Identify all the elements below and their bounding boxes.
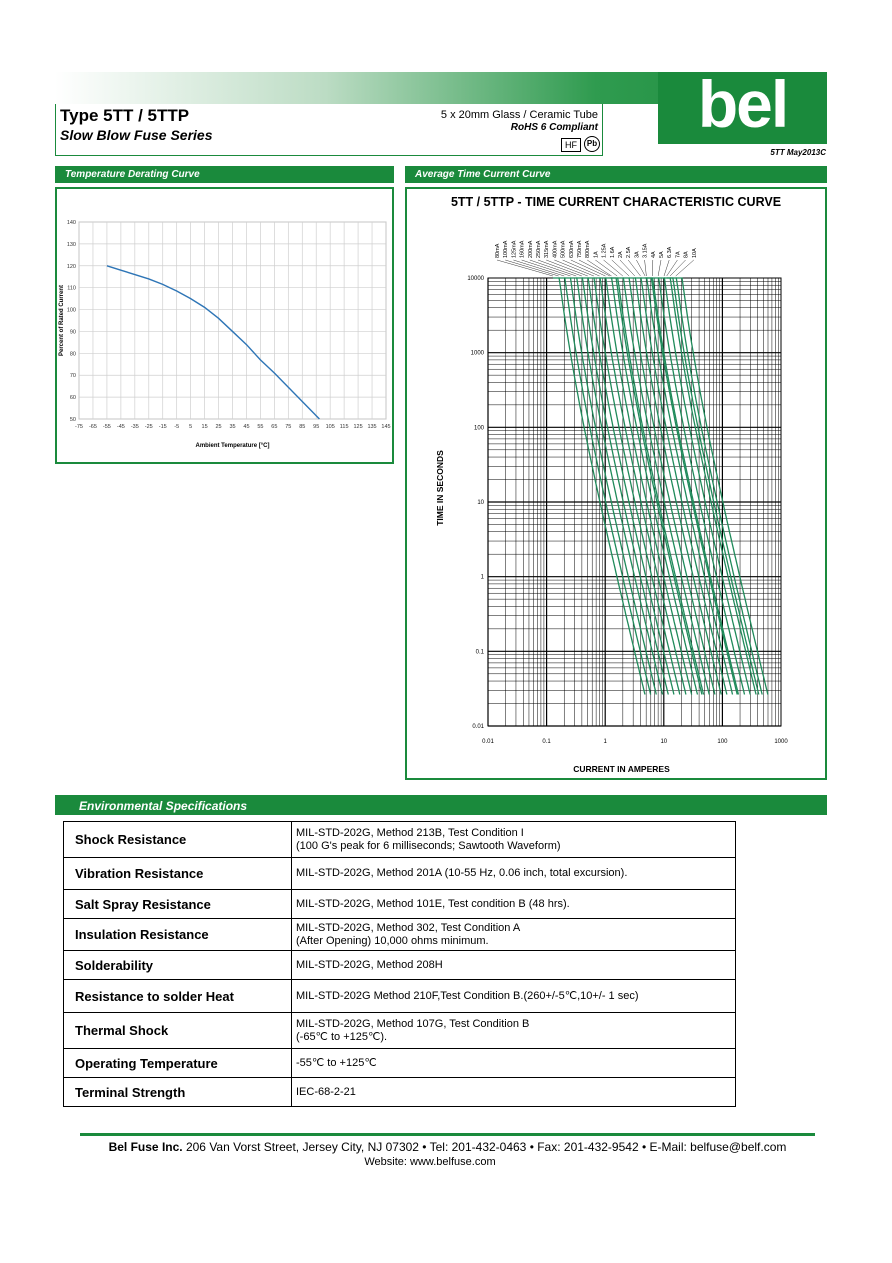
- spec-value-line: MIL-STD-202G, Method 213B, Test Condition I: [296, 826, 524, 839]
- tcc-rating-label: 5A: [659, 251, 665, 258]
- tcc-rating-label: 3A: [634, 251, 641, 258]
- tcc-rating-label: 125mA: [511, 240, 518, 258]
- spec-value-line: MIL-STD-202G, Method 302, Test Condition A: [296, 921, 521, 934]
- spec-value: [292, 919, 736, 951]
- tube-description: 5 x 20mm Glass / Ceramic Tube: [440, 109, 598, 121]
- table-row: [64, 1078, 736, 1107]
- tcc-chart-svg: [407, 189, 825, 778]
- derating-y-label: Percent of Rated Current: [59, 284, 65, 357]
- tcc-rating-label: 400mA: [552, 240, 559, 258]
- title-block: [55, 104, 603, 156]
- tcc-y-tick: 1000: [470, 350, 484, 357]
- tcc-label-leader: [505, 260, 558, 276]
- document-code: 5TT May2013C: [770, 148, 826, 157]
- spec-name: Vibration Resistance: [64, 858, 292, 890]
- derating-y-tick: 100: [66, 307, 76, 314]
- spec-value: [292, 1049, 736, 1078]
- tcc-rating-label: 750mA: [577, 240, 583, 258]
- spec-value-line: (After Opening) 10,000 ohms minimum.: [296, 934, 489, 947]
- tcc-label-leader: [645, 260, 647, 276]
- logo-text: bel: [697, 67, 788, 141]
- spec-value-line: MIL-STD-202G, Method 201A (10-55 Hz, 0.06 inch, total excursion).: [296, 867, 628, 879]
- tcc-y-label: TIME IN SECONDS: [435, 450, 445, 526]
- table-row: [64, 1049, 736, 1078]
- tcc-rating-label: 160mA: [519, 240, 526, 258]
- spec-value: [292, 951, 736, 980]
- tcc-rating-label: 7A: [675, 251, 682, 258]
- derating-x-tick: -75: [75, 424, 83, 430]
- table-row: [64, 980, 736, 1013]
- tcc-x-tick: 0.1: [542, 739, 551, 745]
- tcc-rating-label: 80mA: [495, 243, 501, 258]
- time-current-section-title: Average Time Current Curve: [405, 166, 827, 183]
- derating-x-label: Ambient Temperature [°C]: [195, 443, 270, 449]
- derating-y-tick: 110: [67, 285, 76, 292]
- spec-name: Salt Spray Resistance: [64, 890, 292, 919]
- derating-x-tick: -25: [144, 424, 153, 430]
- tcc-rating-label: 250mA: [536, 240, 542, 258]
- spec-value-line: IEC-68-2-21: [296, 1085, 356, 1098]
- derating-x-tick: -15: [158, 424, 167, 430]
- tcc-rating-label: 100mA: [503, 240, 510, 258]
- derating-x-tick: 75: [285, 424, 292, 430]
- tcc-rating-label: 6.3A: [667, 246, 674, 258]
- spec-value-line: (100 G's peak for 6 milliseconds; Sawtooth Waveform): [296, 839, 561, 852]
- derating-y-tick: 50: [69, 417, 76, 423]
- tcc-rating-label: 1.25A: [601, 243, 608, 258]
- tcc-x-label: CURRENT IN AMPERES: [573, 764, 670, 774]
- spec-value: [292, 822, 736, 858]
- derating-x-tick: -35: [130, 424, 139, 430]
- tcc-rating-label: 630mA: [568, 240, 575, 258]
- tcc-rating-label: 10A: [691, 248, 698, 258]
- environmental-spec-table: [63, 821, 736, 1107]
- tcc-rating-label: 2A: [618, 251, 624, 258]
- footer-address: 206 Van Vorst Street, Jersey City, NJ 07302 • Tel: 201-432-0463 • Fax: 201-432-9542 • E-Mail: belfuse@belf.com: [182, 1140, 787, 1154]
- tcc-title: 5TT / 5TTP - TIME CURRENT CHARACTERISTIC CURVE: [450, 195, 782, 209]
- spec-value-line: -55℃ to +125℃: [296, 1056, 377, 1069]
- derating-x-tick: 135: [367, 424, 377, 430]
- table-row: [64, 919, 736, 951]
- table-row: [64, 890, 736, 919]
- tcc-rating-label: 3.15A: [642, 243, 649, 258]
- tcc-rating-label: 8A: [683, 251, 690, 258]
- tcc-label-leader: [522, 260, 571, 276]
- derating-x-tick: -65: [88, 424, 97, 430]
- derating-y-tick: 120: [66, 263, 76, 270]
- derating-y-tick: 80: [69, 351, 76, 358]
- tcc-rating-label: 1A: [593, 251, 600, 258]
- tcc-label-leader: [612, 260, 629, 276]
- product-title: Type 5TT / 5TTP: [60, 106, 190, 125]
- tcc-rating-label: 2.5A: [626, 246, 633, 258]
- footer-company: Bel Fuse Inc.: [108, 1140, 183, 1154]
- derating-x-tick: 35: [229, 424, 236, 430]
- spec-name: Insulation Resistance: [64, 919, 292, 951]
- spec-value-line: (-65℃ to +125℃).: [296, 1030, 388, 1043]
- tcc-x-tick: 100: [717, 739, 728, 745]
- tcc-rating-label: 800mA: [585, 240, 592, 258]
- derating-x-tick: 105: [325, 424, 335, 430]
- tcc-x-tick: 1000: [774, 739, 788, 745]
- bel-logo: [658, 67, 827, 144]
- tcc-y-tick: 0.01: [472, 724, 484, 730]
- tcc-x-tick: 0.01: [482, 739, 494, 745]
- derating-y-tick: 140: [66, 220, 76, 226]
- spec-name: Resistance to solder Heat: [64, 980, 292, 1013]
- environmental-section-title: Environmental Specifications: [55, 795, 827, 815]
- halogen-free-badge: HF: [561, 138, 581, 152]
- temperature-derating-chart: [55, 187, 394, 464]
- tcc-y-tick: 1: [480, 574, 484, 581]
- tcc-label-leader: [676, 260, 694, 276]
- derating-x-tick: 145: [381, 424, 391, 430]
- tcc-y-tick: 100: [473, 425, 484, 432]
- tcc-label-leader: [620, 260, 635, 276]
- tcc-y-tick: 0.1: [475, 649, 484, 656]
- tcc-label-leader: [513, 260, 564, 276]
- tcc-y-tick: 10000: [467, 276, 484, 282]
- derating-x-tick: 55: [257, 424, 264, 430]
- derating-x-tick: -5: [174, 424, 180, 430]
- tcc-label-leader: [587, 260, 611, 276]
- tcc-x-tick: 10: [660, 739, 668, 745]
- tcc-rating-label: 200mA: [527, 240, 534, 258]
- derating-x-tick: 25: [215, 424, 222, 430]
- spec-value: [292, 1078, 736, 1107]
- derating-x-tick: 5: [189, 424, 193, 430]
- tcc-rating-label: 500mA: [560, 240, 567, 258]
- table-row: [64, 858, 736, 890]
- derating-x-tick: 15: [201, 424, 208, 430]
- derating-x-tick: -55: [102, 424, 111, 430]
- derating-x-tick: 125: [353, 424, 363, 430]
- tcc-label-leader: [636, 260, 645, 276]
- spec-value: [292, 890, 736, 919]
- spec-value: [292, 1013, 736, 1049]
- table-row: [64, 951, 736, 980]
- lead-free-badge: Pb: [584, 136, 600, 152]
- tcc-label-leader: [530, 260, 576, 276]
- tcc-rating-label: 4A: [650, 251, 657, 258]
- spec-value-line: MIL-STD-202G Method 210F,Test Condition B.(260+/-5℃,10+/- 1 sec): [296, 989, 639, 1002]
- derating-chart-svg: [57, 189, 392, 462]
- derating-y-tick: 60: [69, 395, 76, 402]
- table-row: [64, 822, 736, 858]
- spec-name: Thermal Shock: [64, 1013, 292, 1049]
- tcc-label-leader: [658, 260, 661, 276]
- spec-name: Terminal Strength: [64, 1078, 292, 1107]
- derating-x-tick: 45: [243, 424, 250, 430]
- footer-divider: [80, 1133, 815, 1136]
- spec-value-line: MIL-STD-202G, Method 208H: [296, 958, 443, 971]
- spec-value-line: MIL-STD-202G, Method 107G, Test Condition B: [296, 1017, 530, 1030]
- derating-x-tick: -45: [116, 424, 125, 430]
- product-subtitle: Slow Blow Fuse Series: [60, 127, 213, 143]
- spec-name: Operating Temperature: [64, 1049, 292, 1078]
- tcc-label-leader: [628, 260, 640, 276]
- derating-section-title: Temperature Derating Curve: [55, 166, 394, 183]
- derating-y-tick: 90: [69, 329, 76, 336]
- tcc-y-tick: 10: [477, 500, 484, 506]
- footer-contact: [80, 1140, 815, 1154]
- tcc-rating-label: 1.6A: [609, 246, 616, 258]
- time-current-chart: [405, 187, 827, 780]
- rohs-compliance: RoHS 6 Compliant: [510, 122, 598, 133]
- tcc-x-tick: 1: [603, 739, 607, 745]
- derating-x-tick: 95: [313, 424, 320, 430]
- tcc-rating-label: 315mA: [544, 240, 551, 258]
- spec-value-line: MIL-STD-202G, Method 101E, Test condition B (48 hrs).: [296, 897, 570, 910]
- table-row: [64, 1013, 736, 1049]
- tcc-label-leader: [670, 260, 686, 276]
- footer-website: Website: www.belfuse.com: [364, 1156, 496, 1168]
- spec-name: Shock Resistance: [64, 822, 292, 858]
- derating-y-tick: 130: [66, 241, 76, 248]
- derating-y-tick: 70: [69, 373, 76, 380]
- spec-name: Solderability: [64, 951, 292, 980]
- spec-value: [292, 858, 736, 890]
- derating-x-tick: 65: [271, 424, 278, 430]
- derating-x-tick: 85: [299, 424, 306, 430]
- derating-x-tick: 115: [339, 424, 349, 430]
- spec-value: [292, 980, 736, 1013]
